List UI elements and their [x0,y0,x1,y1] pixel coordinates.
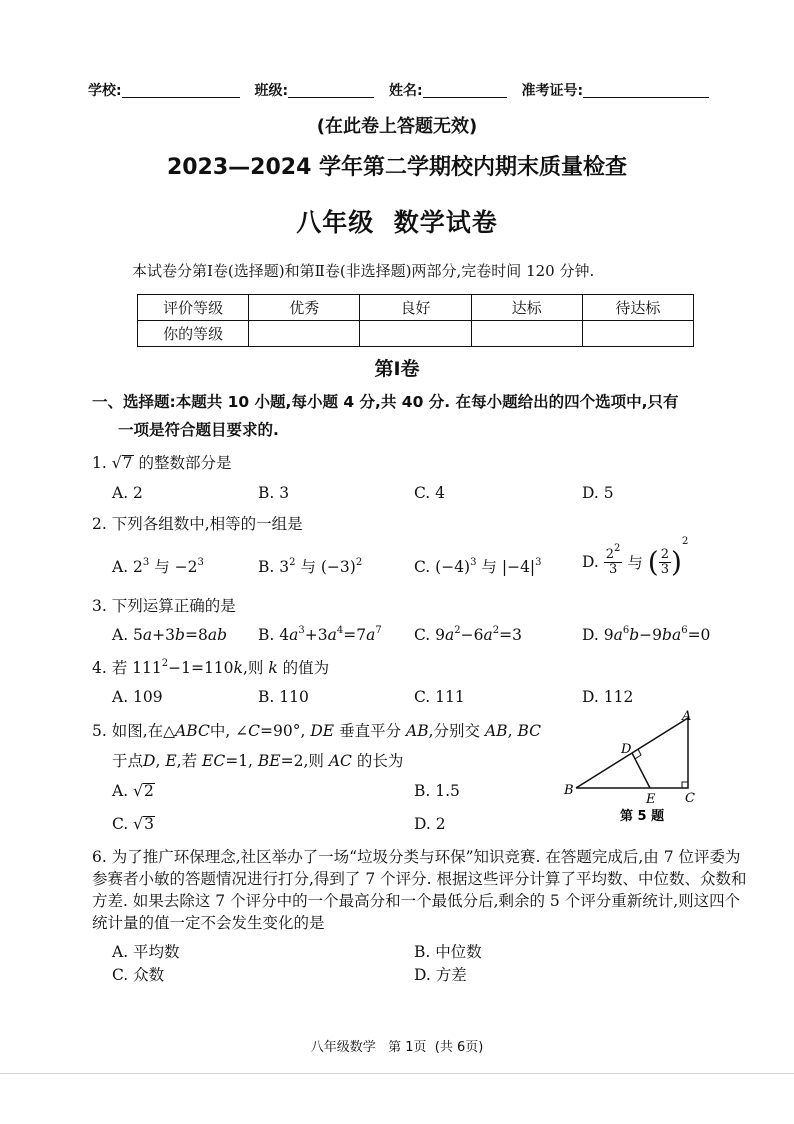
grade-cell-excellent[interactable] [249,321,360,347]
grade-cell-good[interactable] [360,321,471,347]
q6-option-a[interactable]: A. 平均数 [112,943,180,961]
grade-header-cell: 评价等级 [138,295,249,321]
section-heading-line2: 一项是符合题目要求的. [118,421,279,439]
q1-option-d[interactable]: D. 5 [582,484,614,502]
q4-option-a[interactable]: A. 109 [112,688,163,706]
class-label: 班级: [254,83,289,99]
grade-table-row [138,321,694,347]
q2-option-b[interactable]: B. $3^2$ 与 $(-3)^2$ [258,557,363,576]
your-grade-label: 你的等级 [138,321,249,347]
exam-no-blank[interactable] [583,83,709,98]
exam-subtitle: 八年级 数学试卷 [296,208,498,237]
grade-table-header-row [138,295,694,321]
student-info-header [88,80,719,100]
grade-header-cell: 达标 [471,295,582,321]
q4-option-d[interactable]: D. 112 [582,688,634,706]
question-4: 4. 若 $111^2-1=110k$,则 k 的值为 [92,658,330,677]
q6-option-d[interactable]: D. 方差 [414,966,467,984]
q3-option-a[interactable]: A. 5a+3b=8ab [112,626,227,644]
q4-option-c[interactable]: C. 111 [414,688,465,706]
grade-header-cell: 待达标 [582,295,693,321]
exam-title: 2023—2024 学年第二学期校内期末质量检查 [166,155,628,180]
q2-option-c[interactable]: C. $(-4)^3$ 与 $|-4|^3$ [414,557,542,576]
name-label: 姓名: [388,83,423,99]
q2-option-d[interactable]: D. $\frac{2^2}{3}$ 与 ( $\frac{2}{3}$ )$^2$ [582,536,689,579]
page-footer: 八年级数学 第 1页 (共 6页) [310,1040,484,1055]
question-stem: 的整数部分是 [138,454,232,472]
question-number: 1. [92,454,107,472]
label-a: A [682,709,692,724]
page-bottom-rule [0,1073,794,1074]
question-2: 2. 下列各组数中,相等的一组是 [92,515,303,533]
q4-option-b[interactable]: B. 110 [258,688,309,706]
grade-cell-pending[interactable] [582,321,693,347]
exam-no-label: 准考证号: [521,83,584,99]
label-d: D [621,742,632,757]
name-blank[interactable] [423,83,507,98]
question-1 [92,451,231,473]
label-b: B [564,783,574,798]
q5-option-a[interactable]: A. √2 [112,782,154,800]
q6-option-c[interactable]: C. 众数 [112,966,165,984]
q1-option-a[interactable]: A. 2 [112,484,143,502]
section-heading: 一、选择题:本题共 10 小题,每小题 4 分,共 40 分. 在每小题给出的四个选项中,只有 [92,393,679,411]
question-5-line1: 5. 如图,在△ABC中, ∠C=90°, DE 垂直平分 AB,分别交 AB, BC [92,722,541,740]
segment-de [632,753,650,788]
grade-header-cell: 优秀 [249,295,360,321]
right-angle-c [682,782,688,788]
question-6: 6. 为了推广环保理念,社区举办了一场“垃圾分类与环保”知识竞赛. 在答题完成后,由 7 位评委为参赛者小敏的答题情况进行打分,得到了 7 个评分. 根据这些评分计算了平均数、中位数、众数和方差. 如果去除这 7 个评分中的一个最高分和一个最低分后,剩余的 5 个评分重新统计,则这四个统计量的值一定不会发生变化的是 [92,848,747,932]
q5-option-b[interactable]: B. 1.5 [414,782,460,800]
q3-option-c[interactable]: C. $9a^2-6a^2=3$ [414,625,522,644]
label-e: E [646,792,656,807]
invalid-answer-note: (在此卷上答题无效) [316,116,478,137]
q3-option-d[interactable]: D. $9a^6b-9ba^6=0$ [582,625,711,644]
sqrt-7: √7 [111,454,133,472]
q1-option-b[interactable]: B. 3 [258,484,290,502]
question-5-line2: 于点D, E,若 EC=1, BE=2,则 AC 的长为 [112,752,404,770]
triangle-figure [558,706,708,826]
grade-cell-pass[interactable] [471,321,582,347]
grade-header-cell: 良好 [360,295,471,321]
volume-title: 第Ⅰ卷 [374,358,420,380]
label-c: C [685,791,695,806]
school-blank[interactable] [122,83,240,98]
q3-option-b[interactable]: B. $4a^3+3a^4=7a^7$ [258,625,382,644]
q5-option-c[interactable]: C. √3 [112,815,154,833]
q2-option-a[interactable]: A. $2^3$ 与 $-2^3$ [112,557,204,576]
q1-option-c[interactable]: C. 4 [414,484,446,502]
q5-option-d[interactable]: D. 2 [414,815,446,833]
q6-option-b[interactable]: B. 中位数 [414,943,482,961]
question-3: 3. 下列运算正确的是 [92,597,236,615]
exam-intro: 本试卷分第Ⅰ卷(选择题)和第Ⅱ卷(非选择题)两部分,完卷时间 120 分钟. [132,262,595,280]
figure-caption: 第 5 题 [620,809,665,824]
school-label: 学校: [88,83,122,99]
class-blank[interactable] [288,83,374,98]
grade-table [137,294,694,347]
